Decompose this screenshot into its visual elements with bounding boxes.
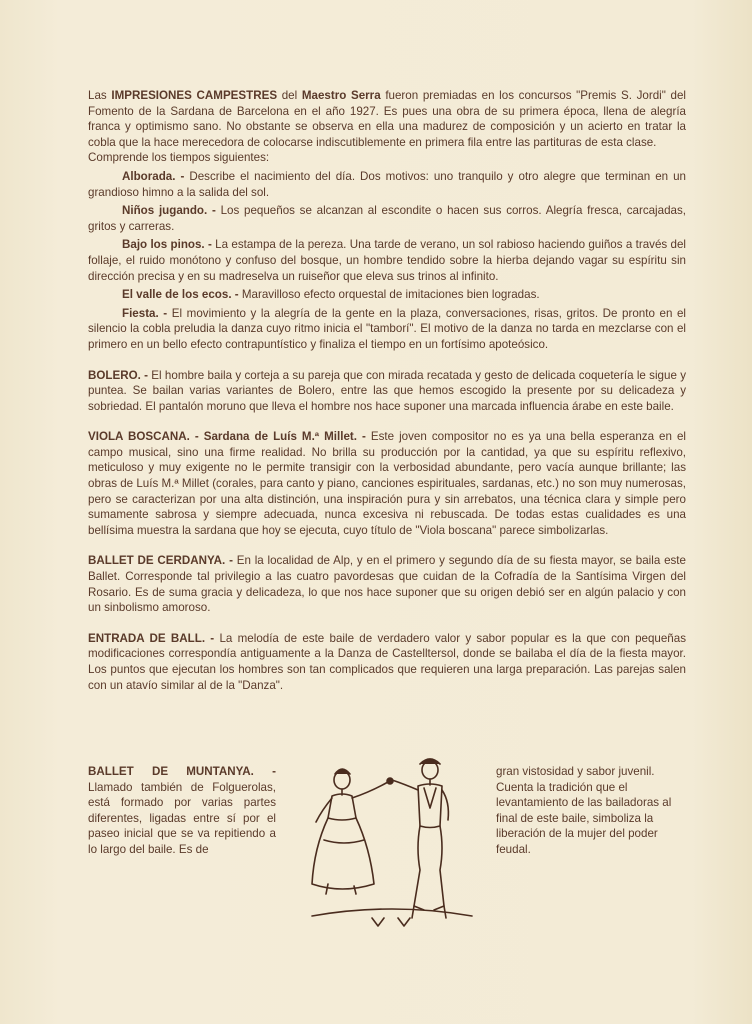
intro-text-e: fueron premiadas en los concursos "Premis S. Jordi" del Fomento de la Sardana de Barcelona en el año 1927. Es pues una obra de su primera época, llena de alegría franca y optimismo sano. No obstante se observa en ella una madurez de composición y un acierto en tratar la cobla que la hace merecedora de colocarse indiscutiblemente en primera fila entre las partituras de esta clase.	[88, 89, 686, 149]
man-dancer	[392, 759, 448, 918]
tiempo-title: Niños jugando. -	[122, 204, 216, 218]
tiempo-text: El movimiento y la alegría de la gente en la plaza, conversaciones, risas, gritos. De pronto en el silencio la cobla preludia la danza cuyo ritmo inicia el "tamborí". El motivo de la danza no tarda en mezclarse con el primero en un bello efecto contrapuntístico y finaliza el tiempo en un fortísimo apoteósico.	[88, 306, 687, 351]
muntanya-right-column: gran vistosidad y sabor juvenil. Cuenta la tradición que el levantamiento de las bailadoras al final de este baile, simboliza la liberación de la mujer del poder feudal.	[496, 765, 672, 856]
tiempo-title: Bajo los pinos. -	[122, 238, 212, 252]
tiempo-pinos	[88, 237, 686, 284]
tiempo-ninos	[88, 203, 686, 234]
intro-text-a: Las	[88, 89, 112, 102]
section-title: VIOLA BOSCANA. - Sardana de Luís M.ª Millet. -	[88, 430, 366, 444]
section-text: Llamado también de Folguerolas, está formado por varias partes diferentes, ligadas entre sí por el paseo inicial que se va repitiendo a lo largo del baile. Es de	[88, 780, 276, 856]
ground-marks	[372, 918, 410, 926]
main-text	[88, 88, 686, 693]
intro-text-c: del	[277, 89, 302, 102]
tiempo-text: Los pequeños se alcanzan al escondite o hacen sus corros. Alegría fresca, carcajadas, gritos y carreras.	[88, 204, 686, 233]
section-text: El hombre baila y corteja a su pareja que con mirada recatada y gesto de delicada coquetería le sigue y puntea. Se bailan varias variantes de Bolero, entre las que hemos escogido la presente por su delicadeza y sobriedad. El pantalón moruno que lleva el hombre nos hace suponer una marcada influencia árabe en este baile.	[88, 368, 686, 413]
section-entrada-ball	[88, 631, 686, 693]
dancers-illustration	[302, 756, 482, 932]
ground-line	[312, 909, 472, 916]
section-text: La melodía de este baile de verdadero valor y sabor popular es la que con pequeñas modificaciones correspondía antiguamente a la Danza de Castelltersol, donde se bailaba el día de la fiesta mayor. Los puntos que ejecutan los hombres son tan complicados que requieren una larga preparación. Las parejas salen con un atavío similar al de la "Danza".	[88, 631, 686, 692]
section-title: BALLET DE MUNTANYA. -	[88, 765, 276, 778]
tiempo-ecos	[88, 287, 686, 303]
tiempo-title: El valle de los ecos. -	[122, 288, 239, 302]
tiempo-fiesta	[88, 306, 686, 353]
woman-dancer	[312, 769, 388, 894]
section-ballet-muntanya	[88, 764, 686, 934]
section-title: BOLERO. -	[88, 368, 148, 382]
tiempo-title: Fiesta. -	[122, 306, 168, 320]
section-title: BALLET DE CERDANYA. -	[88, 554, 233, 568]
tiempo-text: Describe el nacimiento del día. Dos motivos: uno tranquilo y otro alegre que terminan en un grandioso himno a la salida del sol.	[88, 169, 686, 199]
hands	[387, 778, 393, 784]
muntanya-left-column	[88, 764, 276, 858]
tiempo-alborada	[88, 169, 686, 200]
section-viola-boscana	[88, 429, 686, 538]
section-bolero	[88, 368, 686, 415]
intro-work-title: IMPRESIONES CAMPESTRES	[111, 89, 278, 102]
section-text: Este joven compositor no es ya una bella esperanza en el campo musical, sino una firme realidad. No brilla su producción por la cantidad, ya que su espíritu reflexivo, meticuloso y muy exigente no le permite transigir con la verbosidad abundante, pero vacía aunque brillante; las obras de Luís M.ª Millet (corales, para canto y piano, canciones espirituales, sardanas, etc.) no son muy numerosas, pero se caracterizan por una alta distinción, una inspiración pura y sin arrebatos, una técnica clara y simple pero sumamente sabrosa y siempre adecuada, nunca excesiva ni rebuscada. De todas estas cualidades es una bellísima muestra la sardana que hoy se ejecuta, cuyo título de "Viola boscana" parece simbolizarlas.	[88, 430, 686, 537]
section-ballet-cerdanya	[88, 553, 686, 615]
tiempo-text: La estampa de la pereza. Una tarde de verano, un sol rabioso haciendo guiños a través del follaje, el ruido monótono y confuso del bosque, un hombre tendido sobre la hierba dejando vagar su espíritu sin dirección precisa y en su madreselva un ruiseñor que eleva sus trinos al infinito.	[88, 238, 686, 283]
tiempo-title: Alborada. -	[122, 169, 185, 183]
intro-lead: Comprende los tiempos siguientes:	[88, 151, 270, 165]
intro-composer: Maestro Serra	[301, 89, 381, 102]
tiempo-text: Maravilloso efecto orquestal de imitaciones bien logradas.	[238, 288, 540, 302]
section-text: En la localidad de Alp, y en el primero y segundo día de su fiesta mayor, se baila este Ballet. Corresponde tal privilegio a las cuatro pavordesas que cuidan de la Cofradía de la Santísima Virgen del Rosario. Es de suma gracia y delicadeza, lo que nos hace suponer que su origen debió ser en algún palacio y con un sinbolismo amoroso.	[88, 554, 686, 615]
section-title: ENTRADA DE BALL. -	[88, 631, 215, 645]
intro-paragraph	[88, 88, 686, 150]
